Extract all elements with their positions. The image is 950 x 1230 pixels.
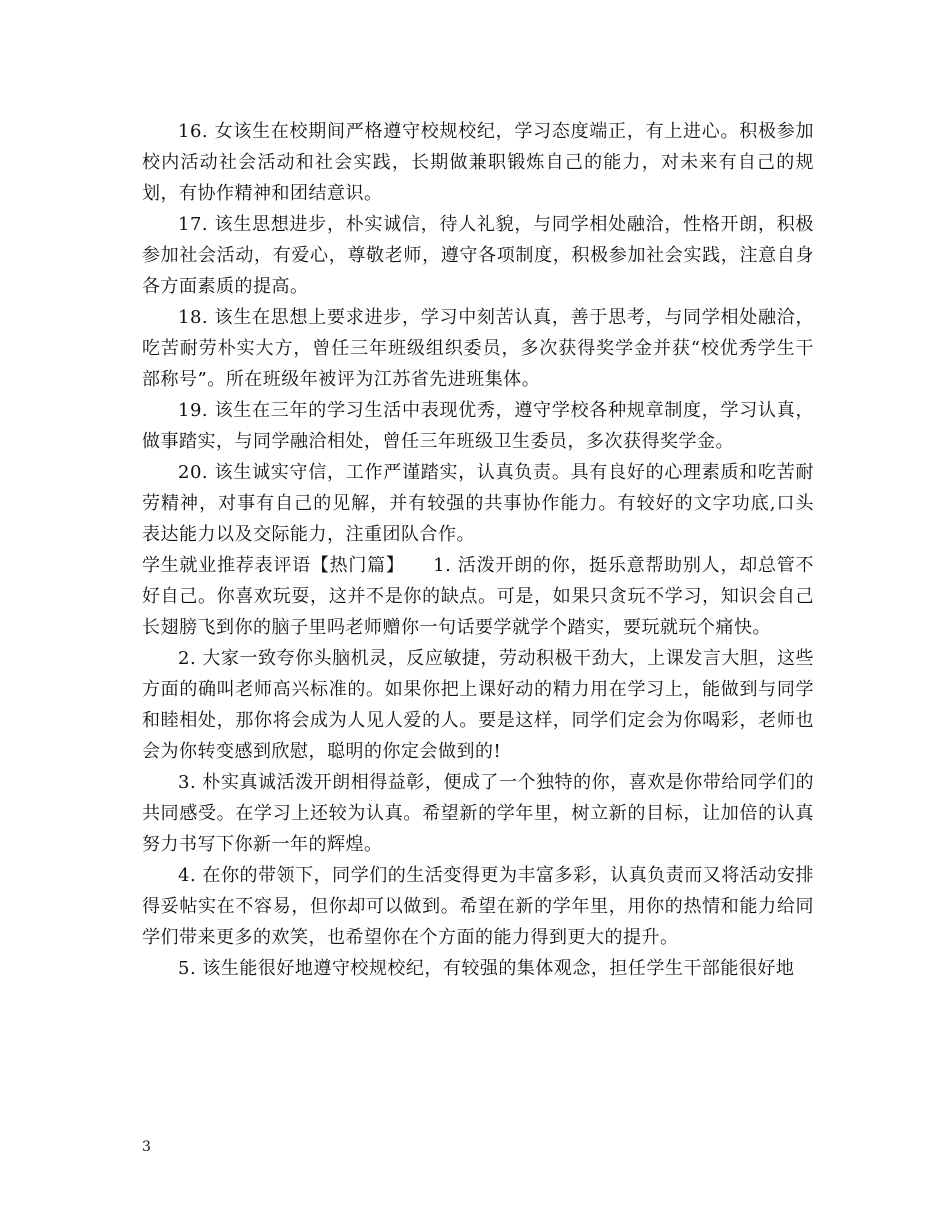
- page-number: 3: [142, 1139, 151, 1155]
- document-body: [142, 116, 814, 984]
- paragraph-17: 17. 该生思想进步，朴实诚信，待人礼貌，与同学相处融洽，性格开朗，积极参加社会活动，有爱心，尊敬老师，遵守各项制度，积极参加社会实践，注意自身各方面素质的提高。: [142, 214, 814, 297]
- section-heading-paragraph: 学生就业推荐表评语【热门篇】 1. 活泼开朗的你，挺乐意帮助别人，却总管不好自己。你喜欢玩耍，这并不是你的缺点。可是，如果只贪玩不学习，知识会自己长翅膀飞到你的脑子里吗老师赠你一句话要学就学个踏实，要玩就玩个痛快。: [142, 555, 814, 638]
- paragraph-4: 4. 在你的带领下，同学们的生活变得更为丰富多彩，认真负责而又将活动安排得妥帖实在不容易，但你却可以做到。希望在新的学年里，用你的热情和能力给同学们带来更多的欢笑，也希望你在个方面的能力得到更大的提升。: [142, 865, 814, 948]
- paragraph-18: 18. 该生在思想上要求进步，学习中刻苦认真，善于思考，与同学相处融洽，吃苦耐劳朴实大方，曾任三年班级组织委员，多次获得奖学金并获“校优秀学生干部称号”。所在班级年被评为江苏省先进班集体。: [142, 307, 814, 390]
- paragraph-5: 5. 该生能很好地遵守校规校纪，有较强的集体观念，担任学生干部能很好地: [178, 958, 795, 979]
- paragraph-16: 16. 女该生在校期间严格遵守校规校纪，学习态度端正，有上进心。积极参加校内活动社会活动和社会实践，长期做兼职锻炼自己的能力，对未来有自己的规划，有协作精神和团结意识。: [142, 121, 814, 204]
- paragraph-2: 2. 大家一致夸你头脑机灵，反应敏捷，劳动积极干劲大，上课发言大胆，这些方面的确叫老师高兴标准的。如果你把上课好动的精力用在学习上，能做到与同学和睦相处，那你将会成为人见人爱的人。要是这样，同学们定会为你喝彩，老师也会为你转变感到欣慰，聪明的你定会做到的!: [142, 648, 814, 762]
- paragraph-20: 20. 该生诚实守信，工作严谨踏实，认真负责。具有良好的心理素质和吃苦耐劳精神，对事有自己的见解，并有较强的共事协作能力。有较好的文字功底,口头表达能力以及交际能力，注重团队合作。: [142, 462, 814, 545]
- paragraph-3: 3. 朴实真诚活泼开朗相得益彰，便成了一个独特的你，喜欢是你带给同学们的共同感受。在学习上还较为认真。希望新的学年里，树立新的目标，让加倍的认真努力书写下你新一年的辉煌。: [142, 772, 814, 855]
- paragraph-19: 19. 该生在三年的学习生活中表现优秀，遵守学校各种规章制度，学习认真，做事踏实，与同学融洽相处，曾任三年班级卫生委员，多次获得奖学金。: [142, 400, 814, 452]
